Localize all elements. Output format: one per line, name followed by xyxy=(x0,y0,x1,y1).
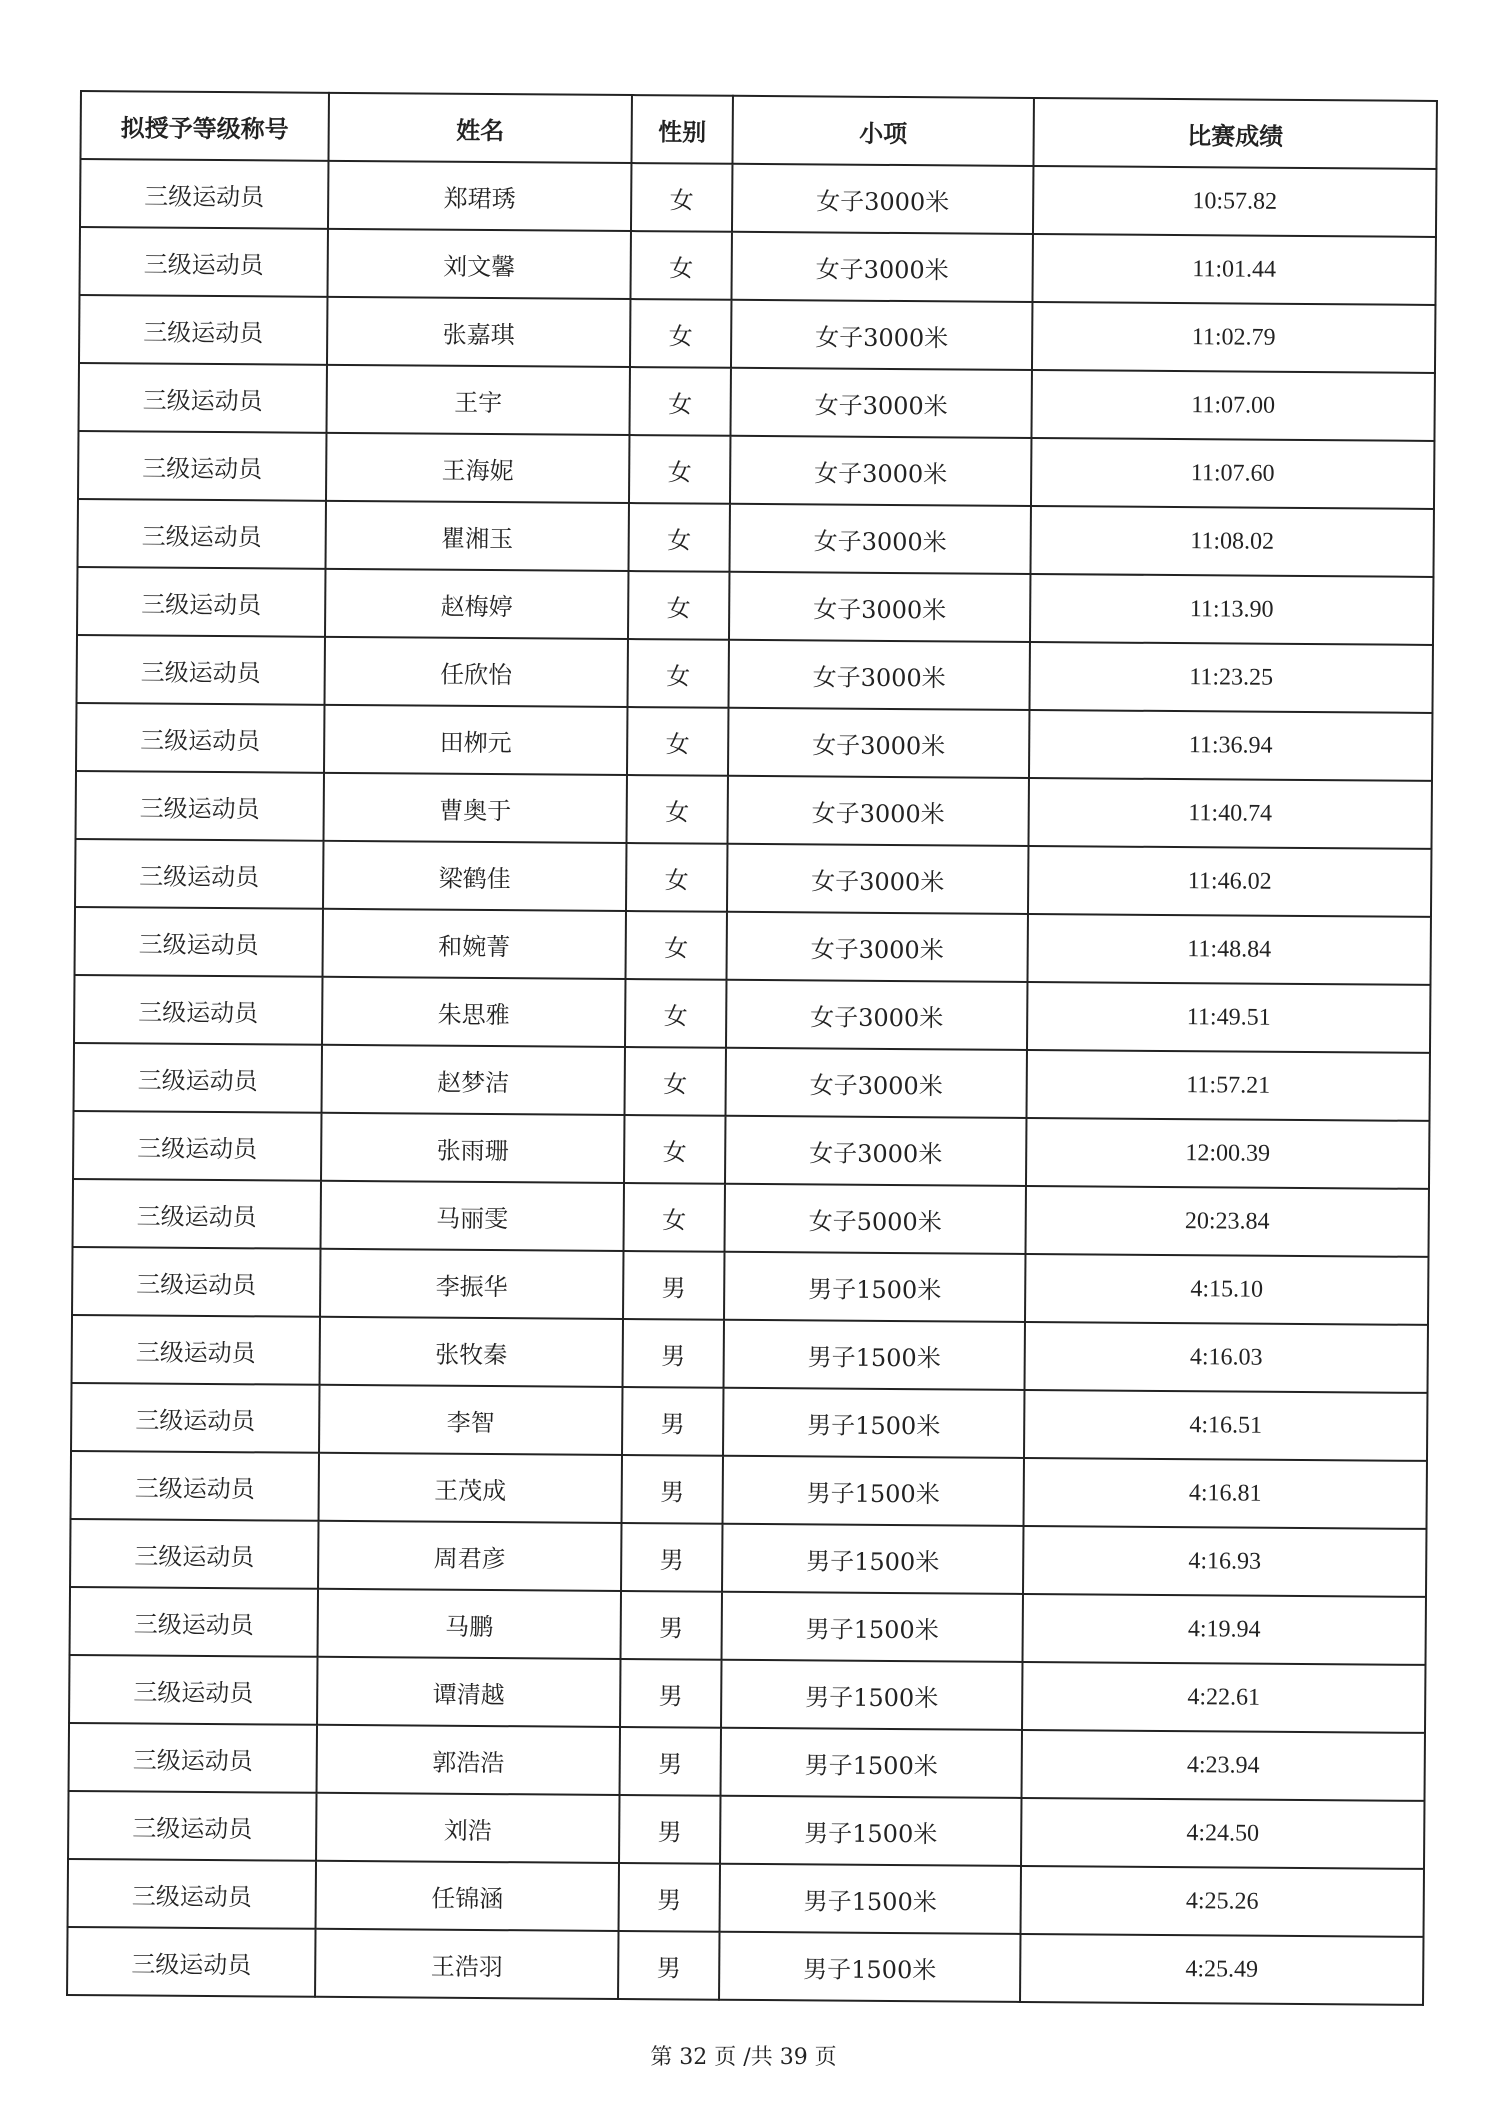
table-header xyxy=(80,91,1436,169)
result-cell: 11:23.25 xyxy=(1029,642,1432,713)
result-cell: 11:40.74 xyxy=(1028,778,1431,849)
event-cell: 女子3000米 xyxy=(729,572,1030,642)
name-cell: 郑珺琇 xyxy=(328,161,631,231)
table-row xyxy=(67,1927,1423,2005)
result-cell: 4:16.93 xyxy=(1023,1526,1426,1597)
table-row xyxy=(79,363,1435,441)
header-result: 比赛成绩 xyxy=(1033,98,1436,169)
grade-title-cell: 三级运动员 xyxy=(77,567,325,637)
grade-title-cell: 三级运动员 xyxy=(72,1315,320,1385)
grade-title-cell: 三级运动员 xyxy=(73,1111,321,1181)
table-row xyxy=(68,1859,1424,1937)
result-cell: 11:02.79 xyxy=(1032,302,1435,373)
event-cell: 女子3000米 xyxy=(731,232,1032,302)
table-row xyxy=(79,227,1435,305)
event-cell: 女子3000米 xyxy=(731,300,1032,370)
grade-title-cell: 三级运动员 xyxy=(68,1791,316,1861)
event-cell: 男子1500米 xyxy=(724,1252,1025,1322)
table-row xyxy=(70,1587,1426,1665)
name-cell: 刘文馨 xyxy=(327,229,630,299)
athlete-grade-table xyxy=(66,90,1438,2006)
grade-title-cell: 三级运动员 xyxy=(78,499,326,569)
event-cell: 女子3000米 xyxy=(730,368,1031,438)
grade-title-cell: 三级运动员 xyxy=(70,1587,318,1657)
event-cell: 男子1500米 xyxy=(723,1456,1024,1526)
name-cell: 郭浩浩 xyxy=(317,1725,620,1795)
result-cell: 11:48.84 xyxy=(1027,914,1430,985)
event-cell: 女子3000米 xyxy=(725,1116,1026,1186)
table-row xyxy=(68,1791,1424,1869)
header-name: 姓名 xyxy=(328,93,631,163)
grade-title-cell: 三级运动员 xyxy=(70,1519,318,1589)
name-cell: 王海妮 xyxy=(326,433,629,503)
event-cell: 男子1500米 xyxy=(721,1660,1022,1730)
name-cell: 梁鹤佳 xyxy=(323,841,626,911)
event-cell: 女子3000米 xyxy=(727,844,1028,914)
name-cell: 朱思雅 xyxy=(322,977,625,1047)
gender-cell: 男 xyxy=(623,1319,724,1388)
grade-title-cell: 三级运动员 xyxy=(75,907,323,977)
grade-title-cell: 三级运动员 xyxy=(73,1179,321,1249)
table-row xyxy=(74,975,1430,1053)
name-cell: 刘浩 xyxy=(316,1793,619,1863)
result-cell: 4:25.49 xyxy=(1020,1934,1423,2005)
gender-cell: 女 xyxy=(627,707,728,776)
grade-title-cell: 三级运动员 xyxy=(76,771,324,841)
name-cell: 王茂成 xyxy=(319,1453,622,1523)
event-cell: 女子3000米 xyxy=(728,640,1029,710)
grade-title-cell: 三级运动员 xyxy=(69,1723,317,1793)
gender-cell: 女 xyxy=(625,979,726,1048)
grade-title-cell: 三级运动员 xyxy=(74,1043,322,1113)
grade-title-cell: 三级运动员 xyxy=(79,295,327,365)
table-row xyxy=(76,703,1432,781)
name-cell: 和婉菁 xyxy=(323,909,626,979)
header-grade-title: 拟授予等级称号 xyxy=(80,91,328,161)
result-cell: 11:07.00 xyxy=(1031,370,1434,441)
gender-cell: 男 xyxy=(622,1387,723,1456)
gender-cell: 女 xyxy=(626,775,727,844)
table-row xyxy=(72,1247,1428,1325)
event-cell: 女子3000米 xyxy=(726,980,1027,1050)
header-gender: 性别 xyxy=(631,95,732,164)
gender-cell: 男 xyxy=(621,1591,722,1660)
table-row xyxy=(69,1723,1425,1801)
result-cell: 11:46.02 xyxy=(1028,846,1431,917)
table-row xyxy=(73,1179,1429,1257)
gender-cell: 女 xyxy=(626,843,727,912)
grade-title-cell: 三级运动员 xyxy=(75,839,323,909)
header-event: 小项 xyxy=(732,96,1033,166)
name-cell: 李智 xyxy=(319,1385,622,1455)
header-row xyxy=(80,91,1436,169)
name-cell: 王浩羽 xyxy=(315,1929,618,1999)
event-cell: 男子1500米 xyxy=(721,1728,1022,1798)
table-row xyxy=(72,1315,1428,1393)
grade-title-cell: 三级运动员 xyxy=(77,635,325,705)
name-cell: 李振华 xyxy=(320,1249,623,1319)
table-row xyxy=(70,1519,1426,1597)
grade-title-cell: 三级运动员 xyxy=(69,1655,317,1725)
event-cell: 男子1500米 xyxy=(723,1388,1024,1458)
table-row xyxy=(79,295,1435,373)
gender-cell: 男 xyxy=(619,1795,720,1864)
name-cell: 马丽雯 xyxy=(321,1181,624,1251)
result-cell: 12:00.39 xyxy=(1026,1118,1429,1189)
result-cell: 4:16.81 xyxy=(1023,1458,1426,1529)
gender-cell: 男 xyxy=(618,1931,719,2000)
gender-cell: 女 xyxy=(631,163,732,232)
name-cell: 张嘉琪 xyxy=(327,297,630,367)
result-cell: 4:19.94 xyxy=(1023,1594,1426,1665)
table-row xyxy=(74,1043,1430,1121)
result-cell: 4:23.94 xyxy=(1022,1730,1425,1801)
name-cell: 曹奥于 xyxy=(324,773,627,843)
grade-title-cell: 三级运动员 xyxy=(78,431,326,501)
gender-cell: 女 xyxy=(624,1183,725,1252)
name-cell: 王宇 xyxy=(326,365,629,435)
grade-title-cell: 三级运动员 xyxy=(71,1451,319,1521)
name-cell: 赵梅婷 xyxy=(325,569,628,639)
gender-cell: 女 xyxy=(629,435,730,504)
page-number: 第 32 页 /共 39 页 xyxy=(650,2045,837,2070)
event-cell: 男子1500米 xyxy=(722,1524,1023,1594)
name-cell: 任锦涵 xyxy=(316,1861,619,1931)
name-cell: 田栁元 xyxy=(324,705,627,775)
name-cell: 张雨珊 xyxy=(321,1113,624,1183)
event-cell: 女子3000米 xyxy=(726,912,1027,982)
result-cell: 4:24.50 xyxy=(1021,1798,1424,1869)
table-row xyxy=(77,635,1433,713)
result-cell: 20:23.84 xyxy=(1025,1186,1428,1257)
gender-cell: 女 xyxy=(625,911,726,980)
result-cell: 11:08.02 xyxy=(1030,506,1433,577)
table-body xyxy=(67,159,1436,2005)
grade-title-cell: 三级运动员 xyxy=(76,703,324,773)
grade-title-cell: 三级运动员 xyxy=(74,975,322,1045)
table-row xyxy=(71,1451,1427,1529)
event-cell: 男子1500米 xyxy=(719,1932,1020,2002)
result-cell: 4:25.26 xyxy=(1021,1866,1424,1937)
event-cell: 男子1500米 xyxy=(720,1864,1021,1934)
event-cell: 女子3000米 xyxy=(730,436,1031,506)
event-cell: 女子3000米 xyxy=(725,1048,1026,1118)
event-cell: 女子5000米 xyxy=(725,1184,1026,1254)
name-cell: 任欣怡 xyxy=(324,637,627,707)
grade-title-cell: 三级运动员 xyxy=(80,159,328,229)
gender-cell: 女 xyxy=(628,571,729,640)
grade-title-cell: 三级运动员 xyxy=(72,1247,320,1317)
event-cell: 女子3000米 xyxy=(728,708,1029,778)
table-row xyxy=(75,907,1431,985)
table-row xyxy=(77,567,1433,645)
table-row xyxy=(78,499,1434,577)
result-cell: 4:15.10 xyxy=(1025,1254,1428,1325)
name-cell: 张牧秦 xyxy=(320,1317,623,1387)
table-row xyxy=(69,1655,1425,1733)
event-cell: 男子1500米 xyxy=(724,1320,1025,1390)
gender-cell: 女 xyxy=(628,503,729,572)
result-cell: 11:01.44 xyxy=(1032,234,1435,305)
grade-title-cell: 三级运动员 xyxy=(79,363,327,433)
table-row xyxy=(78,431,1434,509)
event-cell: 女子3000米 xyxy=(729,504,1030,574)
table-row xyxy=(75,839,1431,917)
table-row xyxy=(71,1383,1427,1461)
gender-cell: 女 xyxy=(624,1115,725,1184)
gender-cell: 男 xyxy=(622,1455,723,1524)
grade-title-cell: 三级运动员 xyxy=(68,1859,316,1929)
name-cell: 周君彦 xyxy=(318,1521,621,1591)
result-cell: 10:57.82 xyxy=(1033,166,1436,237)
gender-cell: 女 xyxy=(625,1047,726,1116)
gender-cell: 女 xyxy=(629,367,730,436)
result-cell: 4:16.03 xyxy=(1024,1322,1427,1393)
result-cell: 4:16.51 xyxy=(1024,1390,1427,1461)
result-cell: 11:36.94 xyxy=(1029,710,1432,781)
gender-cell: 女 xyxy=(630,299,731,368)
event-cell: 男子1500米 xyxy=(720,1796,1021,1866)
gender-cell: 女 xyxy=(627,639,728,708)
table-row xyxy=(73,1111,1429,1189)
result-cell: 11:07.60 xyxy=(1031,438,1434,509)
gender-cell: 男 xyxy=(623,1251,724,1320)
grade-title-cell: 三级运动员 xyxy=(79,227,327,297)
gender-cell: 男 xyxy=(620,1659,721,1728)
event-cell: 女子3000米 xyxy=(727,776,1028,846)
name-cell: 赵梦洁 xyxy=(322,1045,625,1115)
name-cell: 马鹏 xyxy=(318,1589,621,1659)
result-cell: 11:13.90 xyxy=(1030,574,1433,645)
gender-cell: 女 xyxy=(630,231,731,300)
grade-title-cell: 三级运动员 xyxy=(71,1383,319,1453)
event-cell: 女子3000米 xyxy=(732,164,1033,234)
result-cell: 4:22.61 xyxy=(1022,1662,1425,1733)
name-cell: 瞿湘玉 xyxy=(325,501,628,571)
name-cell: 谭清越 xyxy=(317,1657,620,1727)
table-row xyxy=(80,159,1436,237)
table-row xyxy=(76,771,1432,849)
result-cell: 11:57.21 xyxy=(1026,1050,1429,1121)
event-cell: 男子1500米 xyxy=(722,1592,1023,1662)
gender-cell: 男 xyxy=(621,1523,722,1592)
gender-cell: 男 xyxy=(619,1863,720,1932)
result-cell: 11:49.51 xyxy=(1027,982,1430,1053)
gender-cell: 男 xyxy=(620,1727,721,1796)
grade-title-cell: 三级运动员 xyxy=(67,1927,315,1997)
